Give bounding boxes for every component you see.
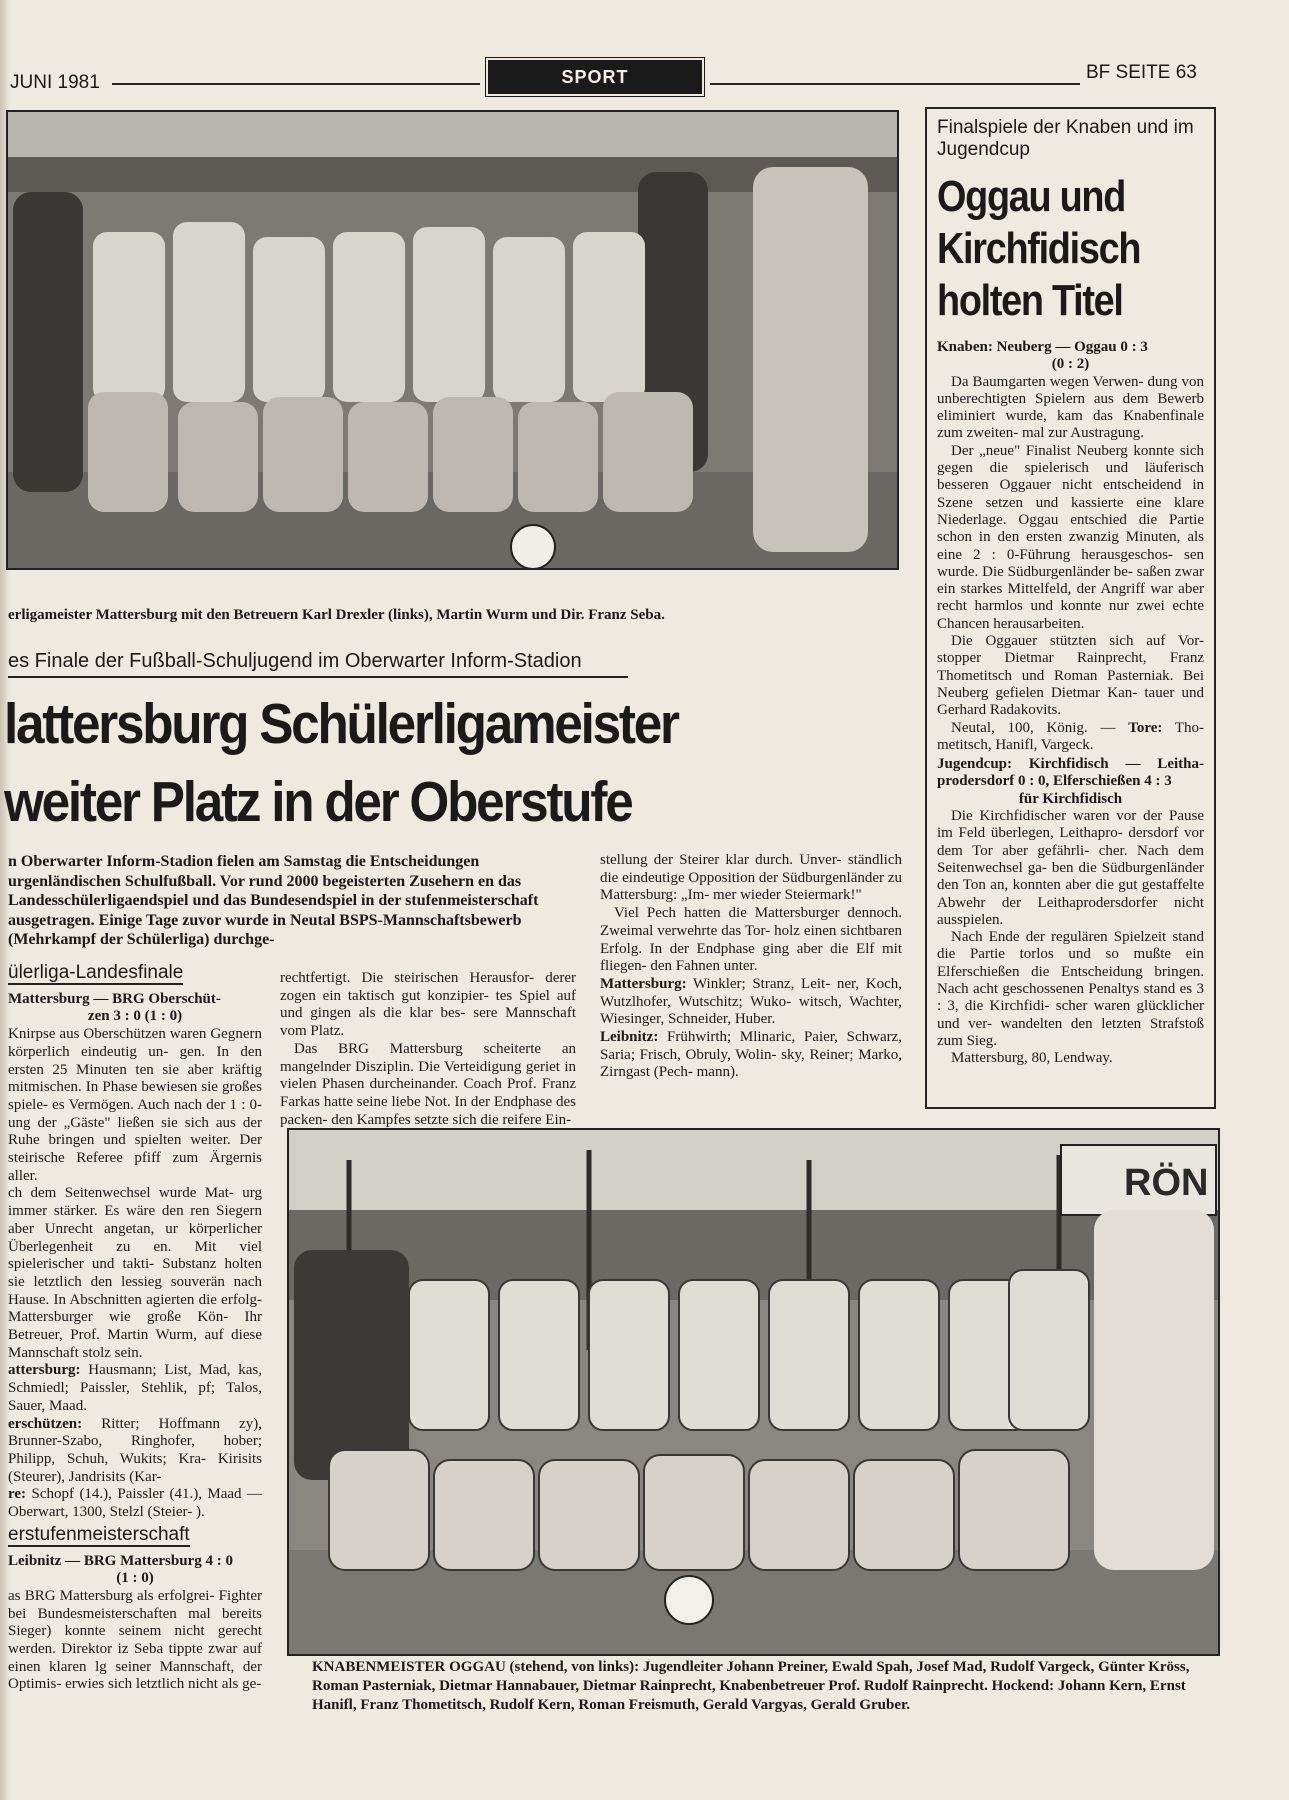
article-headline-line1: lattersburg Schülerligameister (4, 692, 678, 756)
lineup-mattersburg (8, 1362, 262, 1415)
lineup-names: Hausmann; List, Mad, kas, Schmiedl; Paissler, Stehlik, pf; Talos, Sauer, Maad. (8, 1362, 262, 1414)
goals-line (8, 1486, 262, 1521)
result-oberstufe-line2: (1 : 0) (116, 1570, 154, 1587)
header-rule-left (112, 83, 480, 85)
header-rule-right (710, 83, 1080, 85)
lineup-mattersburg-oberstufe (600, 976, 902, 1029)
result-knaben-line2: (0 : 2) (1051, 356, 1090, 373)
lineup-oberschuetzen (8, 1416, 262, 1487)
lineup-names: Frühwirth; Mlinaric, Paier, Schwarz, Saria; Frisch, Obruly, Wolin- sky, Reiner; Marko, Zirngast (Pech- mann). (600, 1029, 903, 1081)
issue-date: JUNI 1981 (10, 72, 100, 93)
lineup-leibnitz (600, 1029, 902, 1082)
goals-text: Schopf (14.), Paissler (41.), Maad — Oberwart, 1300, Stelzl (Steier- ). (8, 1486, 263, 1521)
kicker-underline (8, 676, 628, 678)
sidebar-box (925, 107, 1216, 1109)
result-landesfinale-line2: zen 3 : 0 (1 : 0) (87, 1008, 183, 1025)
article-column-1 (8, 960, 262, 1694)
referee-line (937, 720, 1204, 755)
lineup-label: Leibnitz: (600, 1029, 659, 1046)
page-number: BF SEITE 63 (1086, 62, 1197, 83)
lineup-names: Ritter; Hoffmann zy), Brunner-Szabo, Ringhofer, hober; Philipp, Schuh, Wukits; Kra- Kirisits (Steurer), Jandrisits (Kar- (8, 1415, 262, 1485)
paragraph: Die Oggauer stützten sich auf Vor- stopper Dietmar Rainprecht, Franz Thometitsch und Roman Pasterniak. Bei Neuberg gefielen Dietmar Kan- tauer und Gerhard Radakovits. (937, 633, 1204, 719)
sidebar-headline-line1: Oggau und (937, 172, 1126, 221)
result-knaben-line1: Knaben: Neuberg — Oggau 0 : 3 (937, 339, 1148, 355)
article-kicker: es Finale der Fußball-Schuljugend im Oberwarter Inform-Stadion (8, 650, 582, 672)
paragraph: ch dem Seitenwechsel wurde Mat- urg immer stärker. Es wäre den ren Siegern aber Unrecht angetan, ur körperlicher Überlegenheit zu en. Mit viel spielerischer und takti- Substanz holten sie letztlich den lessieg souverän nach Hause. In Abschnitten agierten die erfolg- Mattersburger wie große Kön- Ihr Betreuer, Prof. Martin Wurm, auf diese Mannschaft stolz sein. (8, 1185, 262, 1361)
paragraph: Das BRG Mattersburg scheiterte an mangelnder Disziplin. Die Verteidigung geriet in vielen Phasen durcheinander. Coach Prof. Franz Farkas hatte seine liebe Not. In der Endphase des packen- den Kampfes setzte sich die reifere Ein- (280, 1040, 576, 1128)
team-photo-oggau (287, 1128, 1220, 1656)
article-column-2 (280, 970, 576, 1129)
sidebar-headline (937, 171, 1140, 327)
paragraph: Da Baumgarten wegen Verwen- dung von unberechtigten Spielern aus dem Bewerb eliminiert wurde, kam das Knabenfinale zum zweiten- mal zur Austragung. (937, 373, 1204, 442)
bottom-photo-caption: KNABENMEISTER OGGAU (stehend, von links): Jugendleiter Johann Preiner, Ewald Spah, Josef Mad, Rudolf Vargeck, Günter Kröss, Roman Pasterniak, Dietmar Hannabauer, Dietmar Rainprecht, Knabenbetreuer Prof. Rudolf Rainprecht. Hockend: Johann Kern, Ernst Hanifl, Franz Thometitsch, Rudolf Kern, Roman Freismuth, Gerald Vargyas, Gerald Gruber. (312, 1659, 1190, 1713)
lineup-label: Mattersburg: (600, 975, 687, 992)
goals-label: re: (8, 1486, 27, 1503)
goals-text: Tho- metitsch, Hanifl, Vargeck. (937, 719, 1205, 753)
result-jugendcup-line2: für Kirchfidisch (1018, 790, 1123, 807)
article-headline-line2: weiter Platz in der Oberstufe (4, 770, 632, 834)
paragraph: rechtfertigt. Die steirischen Herausfor- derer zogen ein taktisch gut konzipier- tes Spiel auf und gingen als die klar bes- sere Mannschaft vom Platz. (280, 970, 576, 1040)
paragraph: stellung der Steirer klar durch. Unver- ständlich die eindeutige Opposition der Südburgenländer zu Mattersburg: „Im- mer wieder Steiermark!" (600, 852, 902, 904)
lineup-label: attersburg: (8, 1362, 81, 1379)
subheading-landesfinale: ülerliga-Landesfinale (8, 962, 184, 983)
result-landesfinale-line1: Mattersburg — BRG Oberschüt- (8, 990, 221, 1007)
result-jugendcup-line1: Jugendcup: Kirchfidisch — Leitha- prodersdorf 0 : 0, Elferschießen 4 : 3 (937, 756, 1204, 790)
goals-label: Tore: (1128, 719, 1163, 736)
referee-text: Neutal, 100, König. — (951, 719, 1116, 736)
lineup-label: erschützen: (8, 1415, 83, 1432)
top-photo-caption: erligameister Mattersburg mit den Betreuern Karl Drexler (links), Martin Wurm und Dir. Franz Seba. (8, 607, 665, 623)
article-column-3 (600, 852, 902, 1082)
paragraph: Nach Ende der regulären Spielzeit stand die Partie torlos und so mußte ein Elferschießen die Entscheidung bringen. Nach acht geschossenen Penaltys stand es 3 : 3, die Kirchfidi- scher waren glücklicher und ver- wandelten den letzten Strafstoß zum Sieg. (937, 929, 1204, 1049)
sidebar-headline-line2: Kirchfidisch (937, 224, 1141, 273)
paragraph: Mattersburg, 80, Lendway. (951, 1050, 1113, 1067)
article-lead: n Oberwarter Inform-Stadion fielen am Samstag die Entscheidungen urgenländischen Schulfußball. Vor rund 2000 begeisterten Zusehern en das Landesschülerligaendspiel und das Bundesendspiel in der stufenmeisterschaft ausgetragen. Einige Tage zuvor wurde in Neutal BSPS-Mannschaftsbewerb (Mehrkampf der Schülerliga) durchge- (8, 853, 539, 948)
sidebar-headline-line3: holten Titel (937, 276, 1123, 325)
paragraph: Viel Pech hatten die Mattersburger dennoch. Zweimal verwehrte das Tor- holz einen sichtbaren Erfolg. In der Endphase ging aber die Elf mit fliegen- den Fahnen unter. (600, 905, 902, 975)
paragraph: Die Kirchfidischer waren vor der Pause im Feld überlegen, Leithapro- dersdorf vor dem Tor aber gefährli- cher. Nach dem Seitenwechsel ga- ben die Südburgenländer den Ton an, konnten aber die gut gestaffelte Abwehr der Leithaprodersdorfer nicht ausspielen. (937, 808, 1204, 928)
sidebar-kicker: Finalspiele der Knaben und im Jugendcup (937, 117, 1194, 160)
paragraph: as BRG Mattersburg als erfolgrei- Fighter bei Bundesmeisterschaften mal bereits Sieger) konnte seinem nicht gerecht werden. Direktor iz Seba tippte zwar auf einen klaren lg seiner Mannschaft, der Optimis- erwies sich letztlich nicht als ge- (8, 1587, 262, 1693)
result-oberstufe-line1: Leibnitz — BRG Mattersburg 4 : 0 (8, 1552, 233, 1569)
subheading-oberstufe: erstufenmeisterschaft (8, 1523, 190, 1545)
paragraph: Der „neue" Finalist Neuberg konnte sich gegen die spielerisch und läuferisch besseren Oggauer nicht entscheidend in Szene setzen und kassierte eine klare Niederlage. Oggau entschied die Partie schon in den ersten zwanzig Minuten, als eine 2 : 0-Führung herausgeschos- sen wurde. Die Südburgenländer be- saßen zwar ein starkes Mittelfeld, der Angriff war aber recht harmlos und konnte nur zwei echte Chancen herausarbeiten. (937, 442, 1204, 632)
team-photo-mattersburg (6, 110, 899, 570)
paragraph: Knirpse aus Oberschützen waren Gegnern körperlich eindeutig un- gen. In den ersten 25 Minuten ten sie aber kräftig mitmischen. In Phase bewiesen sie großes spiele- es Vermögen. Auch nach der 1 : 0- ung der „Gäste" ließen sie sich aus der Ruhe bringen und spielten weiter. Der steirische Referee pfiff zum Ärgernis aller. (8, 1026, 262, 1184)
background-sign-text: RÖN (1124, 1162, 1209, 1204)
lineup-names: Winkler; Stranz, Leit- ner, Koch, Wutzlhofer, Wutschitz; Wuko- witsch, Wachter, Wiesinger, Schneider, Huber. (600, 975, 902, 1028)
section-label: SPORT (488, 60, 702, 94)
sidebar-body (937, 339, 1204, 1067)
